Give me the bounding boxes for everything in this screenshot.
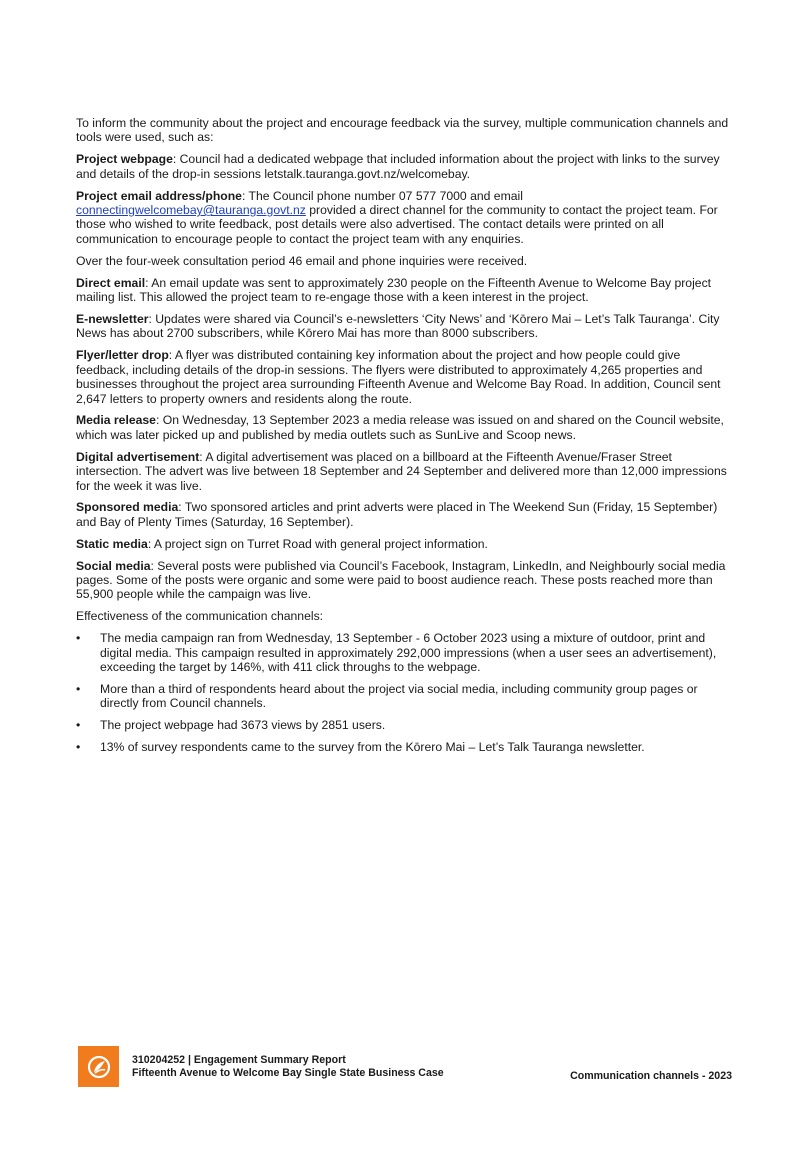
webpage-title: Project webpage	[76, 152, 173, 167]
list-item-text: The project webpage had 3673 views by 2851 users.	[100, 718, 386, 733]
period-note: Over the four-week consultation period 46 email and phone inquiries were received.	[76, 253, 528, 268]
footer-line-1: 310204252 | Engagement Summary Report	[132, 1054, 346, 1066]
sponsored-text: : Two sponsored articles and print adverts were placed in The Weekend Sun (Friday, 15 September) and Bay of Plenty Times (Saturday, 16 September).	[76, 500, 718, 529]
email-text-2: provided a direct channel for the community to contact the project team. For those who wished to write feedback, post details were also advertised. The contact details were printed on all communication to encourage people to contact the project team with any enquiries.	[76, 203, 718, 246]
social-title: Social media	[76, 558, 151, 573]
council-logo-icon	[78, 1046, 119, 1087]
logo-mark-icon	[86, 1054, 112, 1080]
webpage-paragraph	[76, 152, 732, 181]
list-item	[76, 631, 732, 674]
enewsletter-paragraph	[76, 312, 732, 341]
media-release-text: : On Wednesday, 13 September 2023 a media release was issued on and shared on the Council website, which was later picked up and published by media outlets such as SunLive and Scoop news.	[76, 413, 724, 442]
flyer-title: Flyer/letter drop	[76, 348, 169, 363]
sponsored-title: Sponsored media	[76, 500, 179, 515]
digital-ad-paragraph	[76, 450, 732, 493]
email-text: : The Council phone number 07 577 7000 and email	[241, 188, 523, 203]
list-item	[76, 682, 732, 711]
bullet-icon: •	[76, 631, 81, 646]
bullet-icon: •	[76, 718, 81, 733]
list-item-text: More than a third of respondents heard about the project via social media, including community group pages or directly from Council channels.	[100, 682, 698, 711]
digital-ad-text: : A digital advertisement was placed on a billboard at the Fifteenth Avenue/Fraser Street intersection. The advert was live between 18 September and 24 September and delivered more than 12,000 impressions for the week it was live.	[76, 449, 727, 493]
bullet-icon: •	[76, 682, 81, 696]
flyer-paragraph	[76, 348, 732, 406]
list-item-text: The media campaign ran from Wednesday, 13 September - 6 October 2023 using a mixture of outdoor, print and digital media. This campaign resulted in approximately 292,000 impressions (when a user sees an advertisement), exceeding the target by 146%, with 411 click throughs to the webpage.	[100, 631, 717, 675]
document-body	[76, 116, 732, 762]
direct-email-title: Direct email	[76, 275, 146, 290]
direct-email-text: : An email update was sent to approximately 230 people on the Fifteenth Avenue to Welcome Bay project mailing list. This allowed the project team to re-engage those with a keen interest in the project.	[76, 275, 712, 305]
digital-ad-title: Digital advertisement	[76, 449, 200, 464]
media-release-title: Media release	[76, 413, 156, 428]
static-text: : A project sign on Turret Road with general project information.	[147, 536, 488, 551]
enewsletter-title: E-newsletter	[76, 311, 149, 326]
enewsletter-text: : Updates were shared via Council’s e-newsletters ‘City News’ and ‘Kōrero Mai – Let’s Talk Tauranga’. City News has about 2700 subscribers, while Kōrero Mai has more than 8000 subscribers.	[76, 311, 720, 341]
static-paragraph	[76, 537, 732, 551]
list-item	[76, 718, 732, 732]
webpage-text: : Council had a dedicated webpage that included information about the project with links to the survey and details of the drop-in sessions letstalk.tauranga.govt.nz/welcomebay.	[76, 152, 720, 181]
footer-line-2: Fifteenth Avenue to Welcome Bay Single State Business Case	[132, 1067, 444, 1080]
footer-title	[132, 1054, 444, 1080]
footer-section-label: Communication channels - 2023	[570, 1070, 732, 1082]
direct-email-paragraph	[76, 276, 732, 305]
email-title: Project email address/phone	[76, 188, 242, 203]
intro-paragraph: To inform the community about the project and encourage feedback via the survey, multiple communication channels and tools were used, such as:	[76, 116, 729, 145]
social-paragraph	[76, 559, 732, 602]
email-link[interactable]: connectingwelcomebay@tauranga.govt.nz	[76, 203, 306, 218]
flyer-text: : A flyer was distributed containing key information about the project and how people could give feedback, including details of the drop-in sessions. The flyers were distributed to approximately 4,265 properties and businesses throughout the project area surrounding Fifteenth Avenue and Welcome Bay Road. In addition, Council sent 2,647 letters to property owners and residents along the route.	[76, 348, 721, 406]
effectiveness-list	[76, 631, 732, 754]
bullet-icon: •	[76, 740, 81, 755]
email-paragraph	[76, 189, 732, 247]
social-text: : Several posts were published via Council’s Facebook, Instagram, LinkedIn, and Neighbourly social media pages. Some of the posts were organic and some were paid to boost audience reach. These posts reached more than 55,900 people while the campaign was live.	[76, 558, 726, 602]
list-item	[76, 740, 732, 754]
sponsored-paragraph	[76, 500, 732, 529]
page-footer	[78, 1046, 734, 1090]
static-title: Static media	[76, 536, 148, 551]
effectiveness-heading: Effectiveness of the communication channels:	[76, 609, 324, 624]
media-release-paragraph	[76, 413, 732, 442]
list-item-text: 13% of survey respondents came to the survey from the Kōrero Mai – Let’s Talk Tauranga newsletter.	[100, 740, 645, 755]
